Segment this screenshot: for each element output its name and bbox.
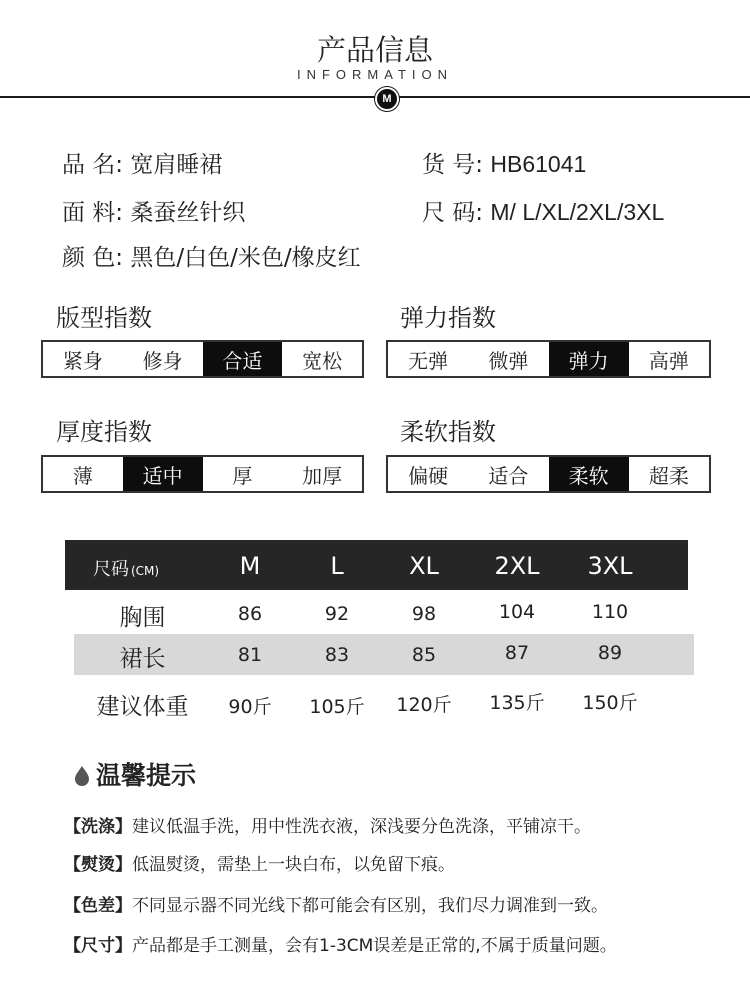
stretch-option-2: 微弹 bbox=[488, 348, 529, 373]
tip-tag: 【洗涤】 bbox=[64, 817, 132, 837]
tip-text: 产品都是手工测量，会有1-3CM误差是正常的,不属于质量问题。 bbox=[132, 936, 617, 956]
fit-option-2: 修身 bbox=[142, 348, 183, 373]
softness-option-1: 偏硬 bbox=[408, 463, 449, 488]
fit-index-scale bbox=[41, 340, 364, 378]
thickness-index-scale bbox=[41, 455, 364, 493]
row-label: 建议体重 bbox=[96, 694, 189, 720]
header-badge: M bbox=[375, 87, 399, 111]
info-fabric bbox=[62, 194, 245, 227]
table-cell: 85 bbox=[411, 644, 437, 666]
tip-tag: 【色差】 bbox=[64, 896, 132, 916]
softness-index-scale bbox=[386, 455, 711, 493]
size-col-m: M bbox=[239, 552, 261, 580]
page-subtitle: INFORMATION bbox=[296, 67, 454, 82]
table-cell: 98 bbox=[411, 603, 437, 625]
table-cell: 104 bbox=[498, 601, 536, 623]
info-size-label: 尺 码: bbox=[422, 200, 484, 226]
size-col-2xl: 2XL bbox=[494, 552, 540, 580]
info-color-value: 黑色/白色/米色/橡皮红 bbox=[130, 245, 361, 271]
tip-text: 建议低温手洗，用中性洗衣液，深浅要分色洗涤，平铺凉干。 bbox=[132, 817, 591, 837]
stretch-index-scale bbox=[386, 340, 711, 378]
info-name bbox=[62, 146, 222, 179]
table-cell: 81 bbox=[237, 644, 263, 666]
softness-option-2: 适合 bbox=[488, 463, 529, 488]
size-header-label bbox=[93, 555, 159, 581]
info-sku-value: HB61041 bbox=[490, 151, 587, 177]
size-header-label-text: 尺码 bbox=[93, 559, 129, 580]
table-cell: 89 bbox=[597, 642, 623, 664]
tip-item bbox=[64, 931, 617, 956]
stretch-index-label: 弹力指数 bbox=[400, 304, 496, 332]
thickness-index-label: 厚度指数 bbox=[56, 418, 152, 446]
stretch-option-3: 弹力 bbox=[549, 342, 629, 376]
page-title: 产品信息 bbox=[316, 33, 433, 67]
fit-index-label: 版型指数 bbox=[56, 304, 152, 332]
thickness-option-2: 适中 bbox=[123, 457, 203, 491]
table-cell: 83 bbox=[324, 644, 350, 666]
table-row bbox=[65, 593, 688, 634]
drop-icon bbox=[74, 763, 90, 785]
row-label: 胸围 bbox=[119, 605, 166, 631]
softness-option-3: 柔软 bbox=[549, 457, 629, 491]
table-cell: 110 bbox=[591, 601, 629, 623]
thickness-option-4: 加厚 bbox=[302, 463, 343, 488]
softness-option-4: 超柔 bbox=[648, 463, 689, 488]
size-header-unit: (CM) bbox=[131, 564, 160, 578]
table-row bbox=[74, 634, 694, 675]
stretch-option-4: 高弹 bbox=[648, 348, 689, 373]
size-col-xl: XL bbox=[409, 552, 439, 580]
softness-index-label: 柔软指数 bbox=[400, 418, 496, 446]
size-col-l: L bbox=[330, 552, 344, 580]
tip-text: 不同显示器不同光线下都可能会有区别，我们尽力调准到一致。 bbox=[132, 896, 608, 916]
table-cell: 120斤 bbox=[396, 694, 452, 716]
table-cell: 87 bbox=[504, 642, 530, 664]
info-color bbox=[62, 239, 361, 272]
size-col-3xl: 3XL bbox=[587, 552, 633, 580]
fit-option-4: 宽松 bbox=[302, 348, 343, 373]
tip-text: 低温熨烫，需垫上一块白布，以免留下痕。 bbox=[132, 855, 455, 875]
info-fabric-label: 面 料: bbox=[62, 200, 124, 226]
info-sku bbox=[422, 146, 586, 179]
info-color-label: 颜 色: bbox=[62, 245, 124, 271]
tip-item bbox=[64, 850, 455, 875]
tips-title bbox=[74, 756, 196, 792]
stretch-option-1: 无弹 bbox=[408, 348, 449, 373]
info-sku-label: 货 号: bbox=[422, 152, 484, 178]
info-fabric-value: 桑蚕丝针织 bbox=[130, 200, 246, 226]
row-label: 裙长 bbox=[119, 646, 166, 672]
info-name-label: 品 名: bbox=[62, 152, 124, 178]
table-cell: 150斤 bbox=[582, 692, 638, 714]
table-cell: 86 bbox=[237, 603, 263, 625]
table-cell: 90斤 bbox=[228, 696, 272, 718]
table-cell: 135斤 bbox=[489, 692, 545, 714]
table-row bbox=[65, 682, 688, 723]
info-size-value: M/ L/XL/2XL/3XL bbox=[490, 199, 665, 225]
tips-title-text: 温馨提示 bbox=[96, 761, 197, 790]
table-cell: 105斤 bbox=[309, 696, 365, 718]
thickness-option-3: 厚 bbox=[232, 463, 253, 488]
tip-item bbox=[64, 812, 591, 837]
tip-tag: 【熨烫】 bbox=[64, 855, 132, 875]
size-table-header bbox=[65, 540, 688, 590]
thickness-option-1: 薄 bbox=[72, 463, 93, 488]
fit-option-1: 紧身 bbox=[62, 348, 103, 373]
tip-tag: 【尺寸】 bbox=[64, 936, 132, 956]
info-name-value: 宽肩睡裙 bbox=[130, 152, 223, 178]
table-cell: 92 bbox=[324, 603, 350, 625]
info-size bbox=[422, 194, 664, 227]
tip-item bbox=[64, 891, 608, 916]
fit-option-3: 合适 bbox=[203, 342, 283, 376]
